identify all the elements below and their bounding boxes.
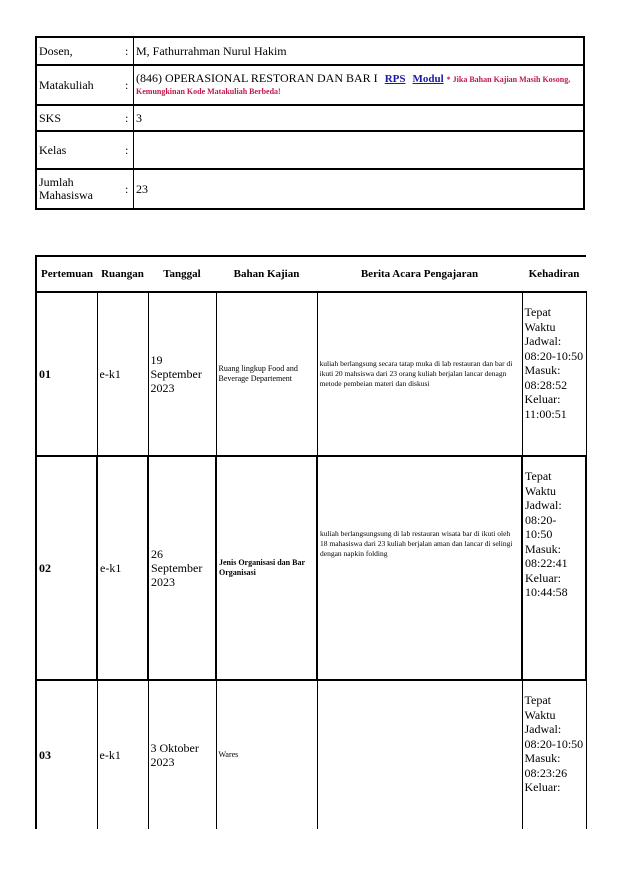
meeting-number: 03 — [36, 680, 97, 829]
meeting-topic: Ruang lingkup Food and Beverage Departement — [216, 292, 317, 456]
meeting-room: e-k1 — [97, 680, 148, 829]
jumlah-label: Jumlah Mahasiswa — [36, 169, 125, 209]
colon: : — [125, 169, 134, 209]
kelas-label: Kelas — [36, 131, 125, 169]
info-row-dosen — [36, 37, 584, 65]
dosen-value: M, Fathurrahman Nurul Hakim — [134, 37, 585, 65]
meeting-topic: Jenis Organisasi dan Bar Organisasi — [216, 456, 317, 680]
header-tanggal: Tanggal — [148, 256, 216, 292]
meeting-room: e-k1 — [97, 456, 148, 680]
header-berita-acara: Berita Acara Pengajaran — [317, 256, 522, 292]
meeting-number: 01 — [36, 292, 97, 456]
meeting-date: 19 September 2023 — [148, 292, 216, 456]
meeting-topic: Wares — [216, 680, 317, 829]
meeting-report — [317, 680, 522, 829]
meeting-attendance: Tepat Waktu Jadwal: 08:20-10:50 Masuk: 08:23:26 Keluar: — [522, 680, 586, 829]
sks-value: 3 — [134, 105, 585, 131]
header-ruangan: Ruangan — [97, 256, 148, 292]
colon: : — [125, 37, 134, 65]
empty-topic-note: * Jika Bahan Kajian Masih Kosong, Kemungkinan Kode Matakuliah Berbeda! — [136, 75, 571, 96]
meeting-date: 3 Oktober 2023 — [148, 680, 216, 829]
meeting-attendance: Tepat Waktu Jadwal: 08:20-10:50 Masuk: 08:28:52 Keluar: 11:00:51 — [522, 292, 586, 456]
header-bahan-kajian: Bahan Kajian — [216, 256, 317, 292]
matakuliah-value: (846) OPERASIONAL RESTORAN DAN BAR I — [136, 71, 378, 85]
info-row-kelas — [36, 131, 584, 169]
table-row — [36, 292, 586, 456]
modul-link[interactable]: Modul — [412, 73, 444, 85]
info-row-matakuliah — [36, 65, 584, 105]
header-kehadiran: Kehadiran — [522, 256, 586, 292]
jumlah-value: 23 — [134, 169, 585, 209]
colon: : — [125, 65, 134, 105]
meeting-attendance: Tepat Waktu Jadwal: 08:20-10:50 Masuk: 08:22:41 Keluar: 10:44:58 — [522, 456, 586, 680]
info-row-jumlah — [36, 169, 584, 209]
colon: : — [125, 131, 134, 169]
sks-label: SKS — [36, 105, 125, 131]
meeting-room: e-k1 — [97, 292, 148, 456]
dosen-label: Dosen, — [36, 37, 125, 65]
table-row — [36, 680, 586, 829]
matakuliah-label: Matakuliah — [36, 65, 125, 105]
kelas-value — [134, 131, 585, 169]
meeting-report: kuliah berlangsung secara tatap muka di lab restauran dan bar di ikuti 20 mahsiswa dari 23 orang kuliah berjalan lancar denagn metode pembeian materi dan diskusi — [317, 292, 522, 456]
course-info-table — [35, 36, 585, 210]
meeting-date: 26 September 2023 — [148, 456, 216, 680]
info-row-sks — [36, 105, 584, 131]
table-row — [36, 456, 586, 680]
colon: : — [125, 105, 134, 131]
meetings-table — [35, 255, 587, 829]
meeting-report: kuliah berlangsungsung di lab restauran wisata bar di ikuti oleh 18 mahasiswa dari 23 kuliah berjalan aman dan lancar di selingi dengan napkin folding — [317, 456, 522, 680]
meeting-number: 02 — [36, 456, 97, 680]
rps-link[interactable]: RPS — [384, 73, 406, 85]
matakuliah-cell — [134, 65, 585, 105]
header-pertemuan: Pertemuan — [36, 256, 97, 292]
meetings-header-row — [36, 256, 586, 292]
